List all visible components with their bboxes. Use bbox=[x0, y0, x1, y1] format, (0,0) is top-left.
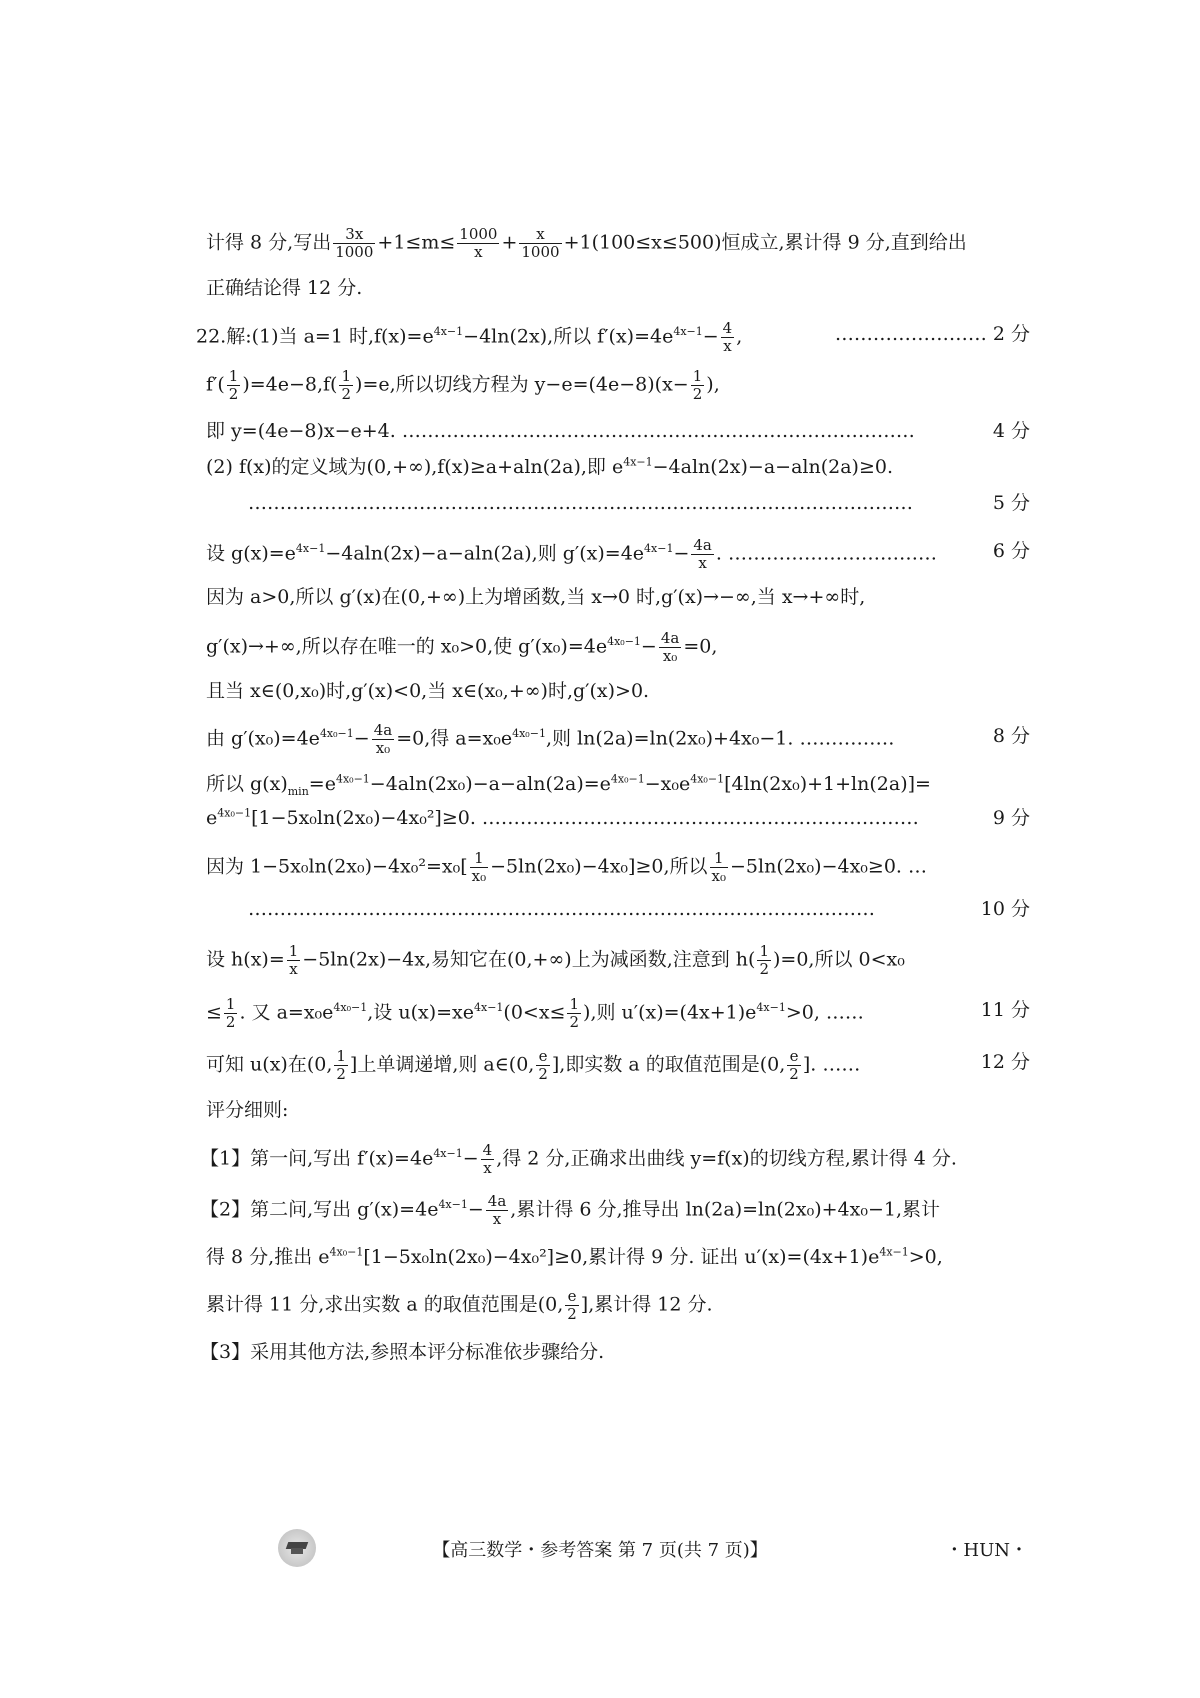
numerator: 4 bbox=[482, 1141, 493, 1159]
text-line: 且当 x∈(0,x₀)时,g′(x)<0,当 x∈(x₀,+∞)时,g′(x)>0. bbox=[206, 680, 650, 702]
text-run: (2) f(x)的定义域为(0,+∞),f(x)≥a+aln(2a),即 e bbox=[206, 456, 624, 478]
text-run: )=0,所以 0<x₀ bbox=[773, 948, 905, 971]
dot-leader: …………………………………………………………………………………………… bbox=[248, 492, 913, 514]
superscript: 4x−1 bbox=[438, 1198, 468, 1212]
numerator: e bbox=[536, 1048, 550, 1066]
fraction bbox=[334, 1048, 348, 1083]
text-run: g′(x)→+∞,所以存在唯一的 x₀>0,使 g′(x₀)=4e bbox=[206, 635, 608, 658]
text-line bbox=[206, 453, 893, 481]
text-run: . …………………………… bbox=[715, 542, 937, 565]
text-run: ),则 u′(x)=(4x+1)e bbox=[583, 1001, 757, 1024]
denominator: x₀ bbox=[711, 867, 726, 885]
denominator: x₀ bbox=[662, 647, 678, 665]
text-line bbox=[206, 630, 717, 665]
numerator: 1 bbox=[288, 942, 299, 960]
fraction bbox=[470, 850, 488, 885]
text-run: −x₀e bbox=[644, 773, 691, 795]
dot-leader: ……………………………………………………………………………………… bbox=[248, 898, 875, 920]
denominator: 1000 bbox=[335, 243, 374, 261]
denominator: x bbox=[474, 243, 483, 261]
denominator: 2 bbox=[759, 960, 769, 978]
text-line bbox=[206, 537, 937, 572]
text-line bbox=[206, 368, 720, 403]
text-line: 即 y=(4e−8)x−e+4. ……………………………………………………………………… bbox=[206, 420, 915, 442]
text-run: =e bbox=[308, 773, 336, 795]
denominator: x bbox=[483, 1159, 492, 1177]
text-run: − bbox=[702, 325, 719, 348]
text-run: 设 h(x)= bbox=[206, 948, 285, 971]
text-run: ]上单调递增,则 a∈(0, bbox=[349, 1053, 535, 1076]
fraction bbox=[224, 996, 238, 1031]
numerator: 1 bbox=[710, 850, 728, 868]
superscript: 4x₀−1 bbox=[333, 1001, 368, 1015]
superscript: 4x₀−1 bbox=[690, 772, 725, 786]
fraction bbox=[721, 320, 735, 355]
superscript: 4x−1 bbox=[433, 1147, 463, 1161]
superscript: 4x−1 bbox=[474, 1001, 504, 1015]
text-run: ],累计得 12 分. bbox=[580, 1293, 713, 1316]
text-run: −4ln(2x),所以 f′(x)=4e bbox=[463, 325, 674, 348]
fraction bbox=[757, 943, 771, 978]
text-line: 因为 a>0,所以 g′(x)在(0,+∞)上为增函数,当 x→0 时,g′(x)→−∞,当 x→+∞时, bbox=[206, 586, 866, 608]
numerator: 4a bbox=[693, 536, 712, 554]
text-run: 【1】第一问,写出 f′(x)=4e bbox=[200, 1147, 434, 1170]
text-run: f′( bbox=[206, 373, 225, 396]
denominator: 2 bbox=[225, 1013, 236, 1031]
fraction bbox=[567, 996, 581, 1031]
text-run: 所以 g(x) bbox=[206, 773, 288, 795]
text-run: ≤ bbox=[206, 1001, 222, 1024]
numerator: 1 bbox=[225, 995, 236, 1013]
superscript: 4x₀−1 bbox=[512, 727, 546, 741]
numerator: 4a bbox=[660, 629, 680, 647]
numerator: 1 bbox=[341, 367, 352, 385]
text-run: 可知 u(x)在(0, bbox=[206, 1053, 333, 1076]
text-line bbox=[206, 226, 967, 261]
text-line bbox=[206, 943, 905, 978]
fraction bbox=[691, 537, 714, 572]
fraction bbox=[339, 368, 353, 403]
superscript: 4x−1 bbox=[756, 1001, 786, 1015]
denominator: x₀ bbox=[375, 739, 391, 757]
superscript: 4x−1 bbox=[673, 325, 703, 339]
fraction bbox=[565, 1288, 579, 1323]
text-run: 得 8 分,推出 e bbox=[206, 1246, 330, 1268]
numerator: 1 bbox=[336, 1047, 346, 1065]
text-run: 由 g′(x₀)=4e bbox=[206, 727, 320, 750]
numerator: 1 bbox=[759, 942, 769, 960]
text-run: , bbox=[736, 325, 743, 348]
text-run: >0, bbox=[908, 1246, 943, 1268]
score-marker: 12 分 bbox=[980, 1051, 1030, 1073]
denominator: x₀ bbox=[471, 867, 487, 885]
text-run: −4aln(2x)−a−aln(2a)≥0. bbox=[652, 456, 894, 478]
numerator: 1 bbox=[228, 367, 239, 385]
text-run: − bbox=[640, 635, 657, 658]
text-run: [1−5x₀ln(2x₀)−4x₀²]≥0,累计得 9 分. 证出 u′(x)=(4x+1)e bbox=[363, 1246, 880, 1268]
superscript: 4x₀−1 bbox=[335, 772, 370, 786]
superscript: 4x−1 bbox=[879, 1245, 909, 1259]
text-line bbox=[206, 996, 864, 1031]
fraction bbox=[536, 1048, 550, 1083]
denominator: x bbox=[698, 554, 707, 572]
text-run: (0<x≤ bbox=[503, 1001, 566, 1024]
rule-3: 【3】采用其他方法,参照本评分标准依步骤给分. bbox=[200, 1341, 605, 1363]
text-run: ), bbox=[706, 373, 720, 396]
numerator: 4 bbox=[722, 319, 733, 337]
numerator: x bbox=[519, 226, 561, 244]
text-run: ]. …… bbox=[802, 1053, 861, 1076]
text-run: 计得 8 分,写出 bbox=[206, 231, 332, 254]
fraction bbox=[659, 630, 682, 665]
text-run: e bbox=[206, 807, 218, 829]
text-run: −4aln(2x)−a−aln(2a),则 g′(x)=4e bbox=[325, 542, 645, 565]
text-line bbox=[206, 1243, 943, 1271]
text-run: − bbox=[467, 1198, 484, 1221]
text-line bbox=[206, 1288, 713, 1323]
text-run: 【2】第二问,写出 g′(x)=4e bbox=[200, 1198, 439, 1221]
text-run: −5ln(2x₀)−4x₀]≥0,所以 bbox=[490, 855, 708, 878]
text-run: . 又 a=x₀e bbox=[239, 1001, 334, 1024]
numerator: 1 bbox=[569, 995, 580, 1013]
numerator: e bbox=[787, 1048, 801, 1066]
superscript: 4x−1 bbox=[295, 542, 326, 556]
text-run: +1(100≤x≤500)恒成立,累计得 9 分,直到给出 bbox=[563, 231, 967, 254]
numerator: 3x bbox=[333, 226, 375, 244]
numerator: 4a bbox=[373, 721, 393, 739]
subscript: min bbox=[287, 784, 309, 798]
scoring-rules-heading: 评分细则: bbox=[206, 1099, 289, 1121]
text-run: +1≤m≤ bbox=[377, 231, 456, 254]
superscript: 4x−1 bbox=[644, 542, 674, 556]
denominator: 2 bbox=[692, 385, 703, 403]
text-run: − bbox=[353, 727, 370, 750]
text-run: −4aln(2x₀)−a−aln(2a)=e bbox=[369, 773, 611, 795]
fraction bbox=[519, 226, 561, 261]
rule-1 bbox=[200, 1142, 957, 1177]
denominator: 2 bbox=[341, 385, 352, 403]
score-marker: 6 分 bbox=[992, 540, 1030, 562]
text-line bbox=[206, 804, 919, 832]
text-line bbox=[206, 722, 894, 757]
denominator: 2 bbox=[336, 1065, 346, 1083]
score-marker: 8 分 bbox=[992, 725, 1030, 747]
superscript: 4x−1 bbox=[433, 325, 464, 339]
fraction bbox=[372, 722, 395, 757]
score-marker: 10 分 bbox=[980, 898, 1030, 920]
numerator: 1000 bbox=[459, 225, 498, 243]
fraction bbox=[227, 368, 241, 403]
denominator: 2 bbox=[567, 1305, 577, 1323]
fraction bbox=[287, 943, 301, 978]
text-run: 累计得 11 分,求出实数 a 的取值范围是(0, bbox=[206, 1293, 564, 1316]
text-run: ,设 u(x)=xe bbox=[367, 1001, 474, 1024]
text-run: =0,得 a=x₀e bbox=[396, 727, 513, 750]
text-run: + bbox=[501, 231, 518, 254]
text-run: >0, …… bbox=[785, 1001, 864, 1024]
text-run: )=4e−8,f( bbox=[242, 373, 338, 396]
fraction bbox=[710, 850, 728, 885]
text-run: ,累计得 6 分,推导出 ln(2a)=ln(2x₀)+4x₀−1,累计 bbox=[510, 1198, 940, 1221]
superscript: 4x₀−1 bbox=[610, 772, 645, 786]
superscript: 4x−1 bbox=[623, 455, 653, 469]
text-run: ],即实数 a 的取值范围是(0, bbox=[551, 1053, 786, 1076]
superscript: 4x₀−1 bbox=[319, 727, 354, 741]
text-line bbox=[206, 770, 931, 798]
text-line bbox=[206, 850, 927, 885]
denominator: x bbox=[723, 337, 732, 355]
numerator: 1 bbox=[470, 850, 488, 868]
denominator: 2 bbox=[569, 1013, 580, 1031]
rule-2 bbox=[200, 1193, 940, 1228]
denominator: 1000 bbox=[521, 243, 560, 261]
text-run: 22.解:(1)当 a=1 时,f(x)=e bbox=[196, 325, 434, 348]
denominator: x bbox=[289, 960, 298, 978]
text-run: ,得 2 分,正确求出曲线 y=f(x)的切线方程,累计得 4 分. bbox=[496, 1147, 957, 1170]
score-marker: 5 分 bbox=[992, 492, 1030, 514]
text-run: [4ln(2x₀)+1+ln(2a)]= bbox=[724, 773, 931, 795]
text-run: −5ln(2x₀)−4x₀≥0. … bbox=[730, 855, 927, 878]
text-line bbox=[206, 1048, 860, 1083]
text-run: 设 g(x)=e bbox=[206, 542, 296, 565]
numerator: e bbox=[565, 1288, 579, 1306]
superscript: 4x₀−1 bbox=[217, 806, 252, 820]
text-run: =0, bbox=[683, 635, 718, 658]
fraction bbox=[787, 1048, 801, 1083]
score-marker: …………………… 2 分 bbox=[834, 323, 1030, 345]
fraction bbox=[333, 226, 375, 261]
numerator: 1 bbox=[692, 367, 703, 385]
score-marker: 11 分 bbox=[980, 999, 1030, 1021]
denominator: x bbox=[492, 1210, 502, 1228]
footer-title: 【高三数学・参考答案 第 7 页(共 7 页)】 bbox=[432, 1540, 768, 1561]
fraction bbox=[486, 1193, 509, 1228]
score-marker: 9 分 bbox=[992, 807, 1030, 829]
fraction bbox=[457, 226, 499, 261]
score-marker: 4 分 bbox=[992, 420, 1030, 442]
numerator: 4a bbox=[487, 1192, 507, 1210]
question-22-line bbox=[196, 320, 742, 355]
denominator: 2 bbox=[538, 1065, 548, 1083]
superscript: 4x₀−1 bbox=[607, 635, 641, 649]
text-run: − bbox=[462, 1147, 479, 1170]
text-run: )=e,所以切线方程为 y−e=(4e−8)(x− bbox=[355, 373, 689, 396]
text-run: [1−5x₀ln(2x₀)−4x₀²]≥0. …………………………………………………………… bbox=[251, 807, 919, 829]
fraction bbox=[691, 368, 705, 403]
denominator: 2 bbox=[789, 1065, 799, 1083]
footer-code: ・HUN・ bbox=[945, 1540, 1028, 1561]
text-run: − bbox=[673, 542, 690, 565]
text-run: −5ln(2x)−4x,易知它在(0,+∞)上为减函数,注意到 h( bbox=[302, 948, 756, 971]
fraction bbox=[481, 1142, 495, 1177]
denominator: 2 bbox=[228, 385, 239, 403]
text-run: ,则 ln(2a)=ln(2x₀)+4x₀−1. …………… bbox=[545, 727, 895, 750]
text-line: 正确结论得 12 分. bbox=[206, 277, 363, 299]
superscript: 4x₀−1 bbox=[329, 1245, 364, 1259]
text-run: 因为 1−5x₀ln(2x₀)−4x₀²=x₀[ bbox=[206, 855, 468, 878]
